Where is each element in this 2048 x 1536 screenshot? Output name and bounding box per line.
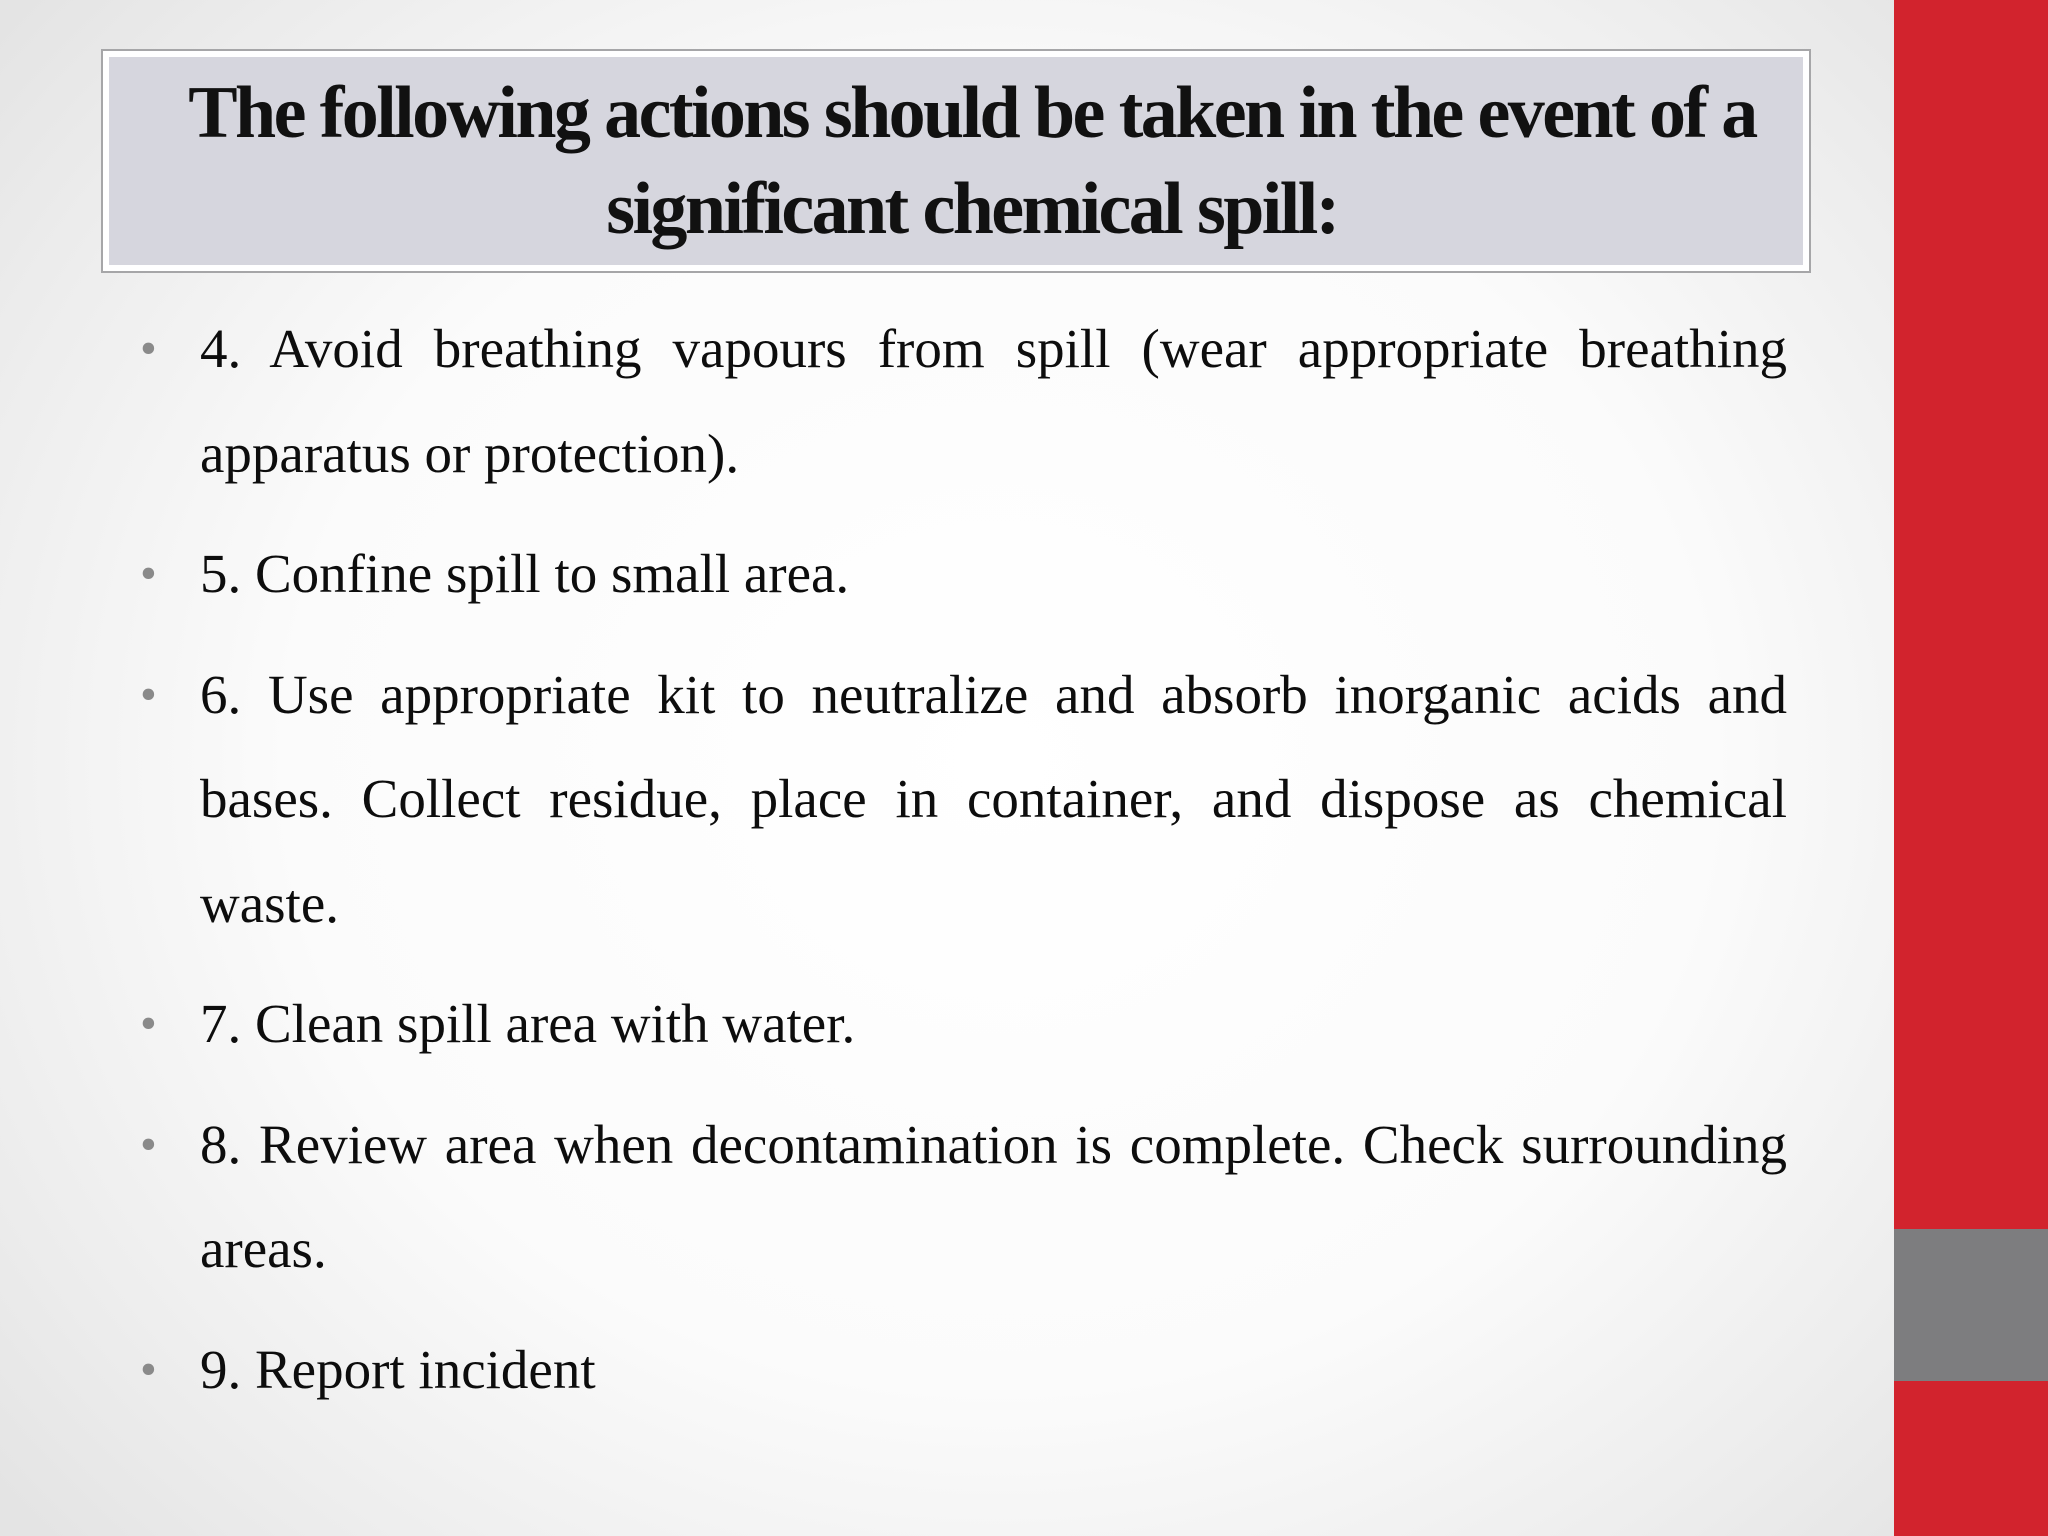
bullet-icon: • (140, 997, 157, 1050)
bullet-icon: • (140, 547, 157, 600)
bullet-icon: • (140, 1342, 157, 1396)
bullet-item (140, 643, 1787, 957)
bullet-item (140, 297, 1787, 506)
accent-bar-red-top (1894, 0, 2048, 1229)
bullet-text: 6. Use appropriate kit to neutralize and absorb inorganic acids and bases. Collect residue, place in container, and dispose as chemical waste. (200, 663, 1787, 934)
bullet-item (140, 1093, 1787, 1302)
bullet-icon: • (140, 1117, 157, 1171)
bullet-text: 7. Clean spill area with water. (200, 993, 856, 1054)
bullet-item (140, 522, 1787, 627)
bullet-list (140, 297, 1787, 1438)
accent-bar-gray (1894, 1229, 2048, 1381)
bullet-text: 4. Avoid breathing vapours from spill (wear appropriate breathing apparatus or protection). (200, 318, 1787, 484)
side-accent-bar (1894, 0, 2048, 1536)
bullet-text: 5. Confine spill to small area. (200, 543, 850, 604)
bullet-icon: • (140, 322, 157, 375)
bullet-item (140, 1318, 1787, 1423)
bullet-icon: • (140, 667, 157, 721)
title-box (101, 49, 1811, 273)
bullet-text: 9. Report incident (200, 1338, 596, 1400)
bullet-text: 8. Review area when decontamination is complete. Check surrounding areas. (200, 1113, 1787, 1279)
title-box-fill (109, 57, 1803, 265)
bullet-item (140, 972, 1787, 1077)
slide-title: The following actions should be taken in the event of a significant chemical spill: (188, 72, 1756, 250)
accent-bar-red-bottom (1894, 1381, 2048, 1536)
